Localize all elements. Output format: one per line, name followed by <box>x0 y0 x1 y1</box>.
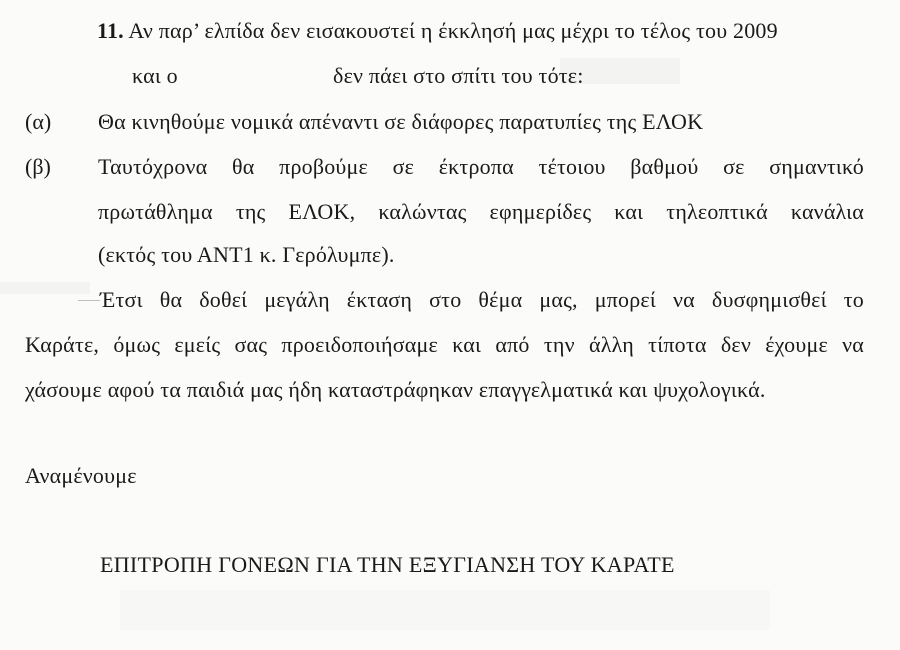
item-beta-label: (β) <box>25 154 51 179</box>
closing-text: Αναμένουμε <box>25 463 137 488</box>
item-11-line-1 <box>97 18 778 44</box>
item-beta-line-1: Ταυτόχρονα θα προβούμε σε έκτροπα τέτοιου βαθμού σε σημαντικό <box>98 154 864 179</box>
item-11-line-2a <box>132 63 178 89</box>
scan-artifact <box>0 282 90 294</box>
item-11-text-1: Αν παρ’ ελπίδα δεν εισακουστεί η έκκλησή μας μέχρι το τέλος του 2009 <box>128 18 778 43</box>
item-alpha-label: (α) <box>25 109 52 134</box>
item-11-line-2b <box>333 63 584 89</box>
scan-dash <box>78 300 100 301</box>
item-number: 11. <box>97 18 124 43</box>
paragraph-line-2: Καράτε, όμως εμείς σας προειδοποιήσαμε και από την άλλη τίποτα δεν έχουμε να <box>25 332 864 357</box>
item-alpha-line-1: Θα κινηθούμε νομικά απέναντι σε διάφορες παρατυπίες της ΕΛΟΚ <box>98 109 704 134</box>
paragraph-line-3: χάσουμε αφού τα παιδιά μας ήδη καταστράφηκαν επαγγελματικά και ψυχολογικά. <box>25 377 766 402</box>
item-beta-line-2: πρωτάθλημα της ΕΛΟΚ, καλώντας εφημερίδες και τηλεοπτικά κανάλια <box>98 199 864 224</box>
signature-line: ΕΠΙΤΡΟΠΗ ΓΟΝΕΩΝ ΓΙΑ ΤΗΝ ΕΞΥΓΙΑΝΣΗ ΤΟΥ ΚΑΡΑΤΕ <box>100 552 675 577</box>
scan-artifact <box>120 590 770 630</box>
item-11-text-2a: και ο <box>132 63 178 88</box>
item-beta-line-3: (εκτός του ΑΝΤ1 κ. Γερόλυμπε). <box>98 242 395 267</box>
item-11-text-2b: δεν πάει στο σπίτι του τότε: <box>333 63 584 88</box>
paragraph-line-1: Έτσι θα δοθεί μεγάλη έκταση στο θέμα μας, μπορεί να δυσφημισθεί το <box>100 287 864 312</box>
